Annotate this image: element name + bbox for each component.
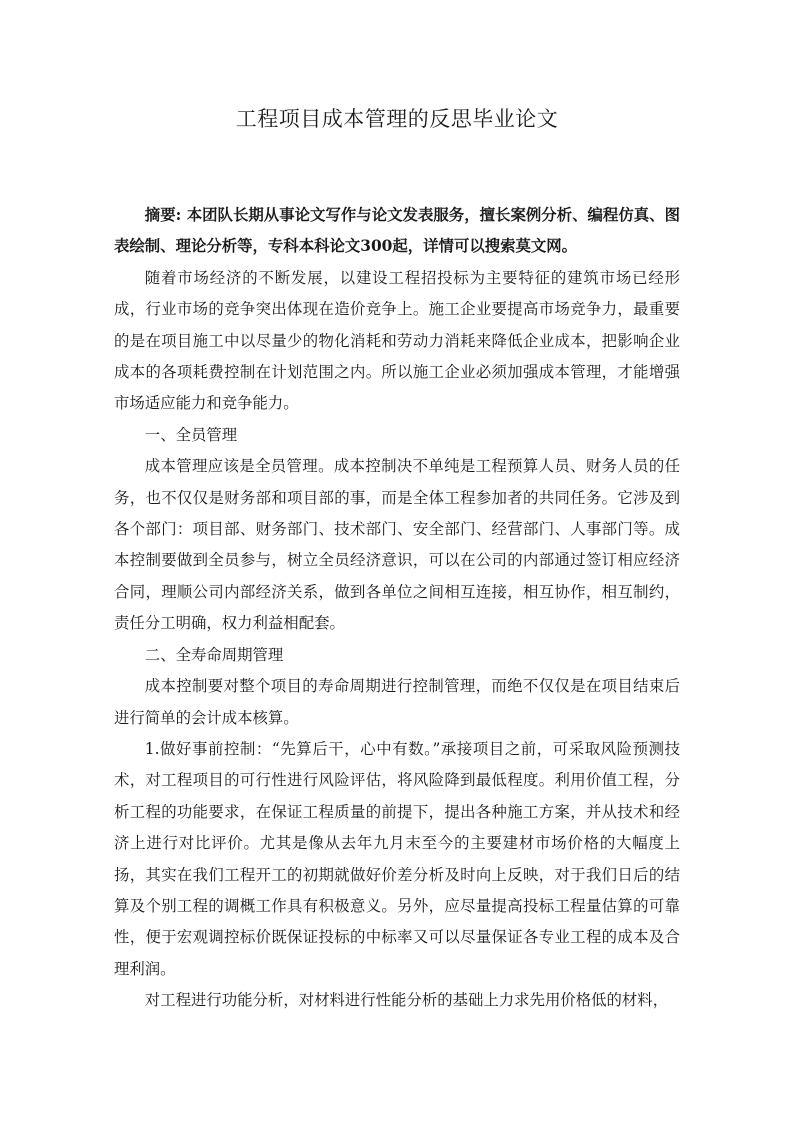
section-2-paragraph: 成本控制要对整个项目的寿命周期进行控制管理，而绝不仅仅是在项目结束后进行简单的会计成本核算。 bbox=[114, 677, 680, 727]
abstract-paragraph: 摘要: 本团队长期从事论文写作与论文发表服务，擅长案例分析、编程仿真、图表绘制、理论分析等，专科本科论文300起，详情可以搜索莫文网。 bbox=[114, 206, 680, 256]
document-body bbox=[114, 200, 680, 1017]
intro-paragraph: 随着市场经济的不断发展，以建设工程招投标为主要特征的建筑市场已经形成，行业市场的竞争突出体现在造价竞争上。施工企业要提高市场竞争力，最重要的是在项目施工中以尽量少的物化消耗和劳动力消耗来降低企业成本，把影响企业成本的各项耗费控制在计划范围之内。所以施工企业必须加强成本管理，才能增强市场适应能力和竞争能力。 bbox=[114, 268, 680, 413]
section-heading-2: 二、全寿命周期管理 bbox=[144, 645, 284, 664]
section-heading-1: 一、全员管理 bbox=[144, 425, 238, 444]
section-1-paragraph: 成本管理应该是全员管理。成本控制决不单纯是工程预算人员、财务人员的任务，也不仅仅是财务部和项目部的事，而是全体工程参加者的共同任务。它涉及到各个部门：项目部、财务部门、技术部门、安全部门、经营部门、人事部门等。成本控制要做到全员参与，树立全员经济意识，可以在公司的内部通过签订相应经济合同，理顺公司内部经济关系，做到各单位之间相互连接，相互协作，相互制约，责任分工明确，权力利益相配套。 bbox=[114, 457, 680, 633]
section-2-continuation-paragraph: 对工程进行功能分析，对材料进行性能分析的基础上力求先用价格低的材料， bbox=[144, 991, 669, 1010]
section-2-item-1-paragraph: 1.做好事前控制：“先算后干，心中有数。”承接项目之前，可采取风险预测技术，对工程项目的可行性进行风险评估，将风险降到最低程度。利用价值工程，分析工程的功能要求，在保证工程质量的前提下，提出各种施工方案，并从技术和经济上进行对比评价。尤其是像从去年九月末至今的主要建材市场价格的大幅度上扬，其实在我们工程开工的初期就做好价差分析及时向上反映，对于我们日后的结算及个别工程的调概工作具有积极意义。另外，应尽量提高投标工程量估算的可靠性，便于宏观调控标价既保证投标的中标率又可以尽量保证各专业工程的成本及合理利润。 bbox=[114, 739, 680, 978]
document-title: 工程项目成本管理的反思毕业论文 bbox=[235, 107, 559, 131]
